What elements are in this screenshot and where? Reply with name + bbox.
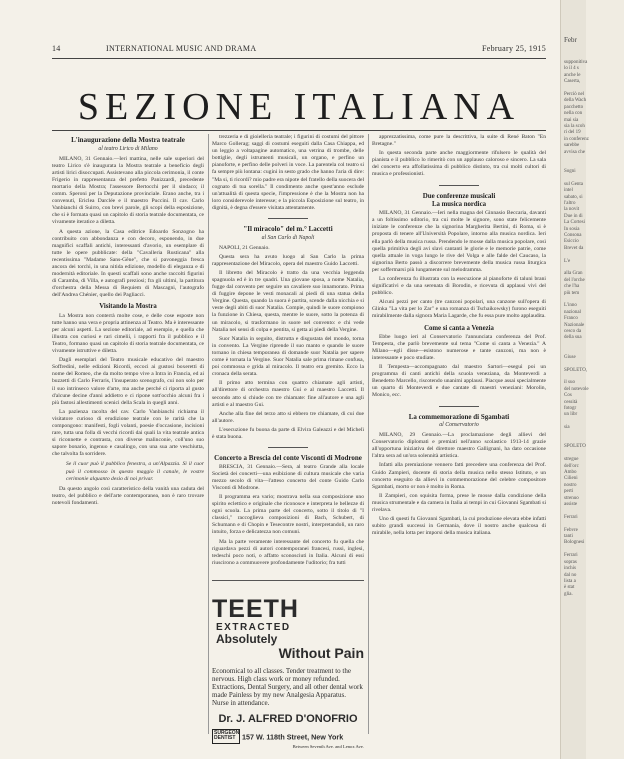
page-header xyxy=(52,44,546,58)
issue-date: February 25, 1915 xyxy=(482,44,546,53)
adjacent-page-line: Cos xyxy=(564,393,572,399)
adjacent-page-line: intel xyxy=(564,188,573,194)
article-subheading: al teatro Lirico di Milano xyxy=(98,145,158,152)
column-divider-2 xyxy=(368,134,369,734)
paragraph: La conferenza fu illustrata con la esecuzione al pianoforte di taluni brani significativi e da una serenata di Borodin, e ricevuta di applausi vivi del pubblico. xyxy=(372,276,546,297)
adjacent-page-line: sarebbe xyxy=(564,143,580,149)
adjacent-page-line: Franco xyxy=(564,316,578,322)
paragraph: Anche alla fine del terzo atto si ebbero tre chiamate, di cui due all'autore. xyxy=(212,410,364,424)
adjacent-page-line: un libr xyxy=(564,412,578,418)
adjacent-page-line: sopras xyxy=(564,559,577,565)
adjacent-page-line: Brevet da xyxy=(564,245,584,251)
section-heading: Come si canta a Venezia xyxy=(424,324,494,332)
adjacent-page-line: stregue xyxy=(564,457,579,463)
adjacent-page-line: Perciò nel xyxy=(564,92,585,98)
adjacent-page-line: fotogr xyxy=(564,405,577,411)
adjacent-page-line: tanti xyxy=(564,534,573,540)
column-1 xyxy=(52,134,204,734)
article-heading: Due conferenze musicali xyxy=(422,191,496,200)
adjacent-page-line: la novit xyxy=(564,207,580,213)
paragraph: MILANO, 29 Gennaio.—La proclamazione degli allievi del Conservatorio diplomati e premiati nell'anno scolastico 1913-14 grazie all'opportuna iniziativa del direttore maestro Gallignani, ha dato occasione l'altra sera ad un'ora solennità artistica. xyxy=(372,432,546,460)
ad-cross-streets: Between Seventh Ave. and Lenox Ave. xyxy=(292,743,364,749)
adjacent-page-line: cessità xyxy=(564,399,578,405)
section-title: SEZIONE ITALIANA xyxy=(77,86,521,128)
adjacent-page-line: del l'orche xyxy=(564,277,585,283)
paragraph: Infatti alla premiazione vennero fatti precedere una conferenza del Prof. Guido Zampieri, docente di storia della musica nello stesso Istituto, e un concerto eseguito da allievi in commemorazione del celebre compositore Sgambati, morto or non è molto in Roma. xyxy=(372,462,546,490)
ad-extracted: EXTRACTED xyxy=(216,622,291,633)
adjacent-page-line: Ferrari xyxy=(564,514,578,520)
paragraph: Il programma era vario; mostrava nella sua composizione uno spirito eclettico e originale che riconosce e interpreta le bellezze di ogni scuola. La prima parte del concerto, sotto il titolo di "I classici," raccoglieva composizioni di Bach, Schubert, di Schumann e di Chopin e Tesecontre nostri, interpretandoli, un raro intuito, forza e delicatezza non comuni. xyxy=(212,493,364,536)
ad-doctor-name: Dr. J. ALFRED D'ONOFRIO xyxy=(218,712,358,725)
adjacent-page-line: lista a xyxy=(564,578,576,584)
adjacent-page-line: inchis xyxy=(564,566,576,572)
ad-without-pain: Without Pain xyxy=(278,644,364,661)
ad-surgeon-label: SURGEON DENTIST xyxy=(212,729,240,744)
adjacent-page-line: della sua xyxy=(564,335,582,341)
adjacent-page-line: ri del 19 xyxy=(564,130,581,136)
paragraph: La pazienza racolta del cav. Carlo Vanbianchi richiama il visitatore curioso di erudizione teatrale con le rarità che la compongono: manifesti, fogli volanti, poesie d'occasione, incisioni rare, tutta una folla di vecchi ricordi dai quali la vita teatrale antica si riconnette e contrasta, con diverse malinconie, coll'uno suo sapore bonario, ingenuo e casalingo, con una sua arte veschiutta, che talvolta fa sorridere. xyxy=(52,408,204,458)
adjacent-page-line: SPOLETO xyxy=(564,444,586,450)
paragraph: La Mostra non conterrà molte cose, e delle cose esposte non tutte hanno una vera e propria attinenza al Teatro. Ma è interessante per alcuni aspetti. La sezione editoriale, ad esempio, e quella che illustra con curiosi e rari cimelii, i rapporti fra il pubblico e il Teatro, formano quasi un capitolo di storia teatrale documentata, ce vivamente istruttive e diletta. xyxy=(52,312,204,355)
ad-body: Economical to all classes. Tender treatment to the nervous. High class work or money refunded. Extractions, Dental Surgery, and all other dental work made Painless by my new Analgesia Apparatus. Nurse in attendance. xyxy=(212,666,363,707)
adjacent-page-line: SPOLETO, xyxy=(564,367,588,373)
adjacent-page-line: sabato, si xyxy=(564,194,583,200)
adjacent-page-line: il suo xyxy=(564,380,575,386)
ad-address-row xyxy=(212,729,364,744)
adjacent-page-line: glia. xyxy=(564,591,573,597)
divider xyxy=(268,447,308,448)
adjacent-page-line: Due in di xyxy=(564,213,583,219)
adjacent-page-line: anche le xyxy=(564,72,581,78)
paragraph: Uno di questi fu Giovanni Sgambati, la cui produzione elevata ebbe infatti subito grandi successi in Germania, dove il nostro anche qualcosa di mirabile, nella lotta per imporsi della musica italiana. xyxy=(372,516,546,537)
adjacent-page-line: sia la scoh xyxy=(564,124,585,130)
adjacent-page-line: nazional xyxy=(564,309,581,315)
adjacent-page-line: nostro xyxy=(564,482,577,488)
adjacent-page-line: è stat xyxy=(564,585,575,591)
adjacent-page-line: Febvre xyxy=(564,527,578,533)
article-heading: "Il miracolo" del m.° Laccetti xyxy=(243,225,333,234)
adjacent-page-line: Ambo xyxy=(564,470,577,475)
adjacent-page-edge xyxy=(560,0,589,759)
adjacent-page-line: avvisa che xyxy=(564,149,585,155)
adjacent-page-line: in conferenz xyxy=(564,136,589,142)
divider xyxy=(439,406,479,407)
paragraph: In questa seconda parte anche maggiormente rifulsero le qualità del pianista e il pubblico lo rimeritò con un applauso caloroso e sincero. La sala del concerto era affollatissima di pubblico distinto, tra cui molti cultori di musica e professionisti. xyxy=(372,150,546,178)
adjacent-page-line: Ferrari xyxy=(564,553,578,559)
paragraph: MILANO, 31 Gennaio.—Ieri nella magna del Ginnasio Beccaria, davanti a un foltissimo uditorio, tra cui molte le signore, sono state felicemente iniziate le conferenze che la signorina Margherita Bertini, di Roma, si è proposta di tenere all'Università Popolare, intorno alla musica nordica. Ieri ella parlò della musica russa. Prendendo le mosse dalla musica popolare, così quella primitiva degli avi slavi cantanti le glorie e le memorie patrie, come quella attuale in voga lungo le rive del Volga e alle falde del Caucaso, la signorina Berto passò a discorrere brevemente della musica russa liturgica per soffermarsi più lungamente sul melodramma. xyxy=(372,210,546,273)
adjacent-page-line: che l'ha xyxy=(564,284,580,290)
paragraph: L'esecuzione fu buona da parte di Elvira Galeazzi e del Michelì è stata buona. xyxy=(212,426,364,440)
article-heading: La commemorazione di Sgambati xyxy=(408,412,510,421)
adjacent-page-line: dal no xyxy=(564,572,577,578)
paragraph: Il primo atto termina con quattro chiamate agli artisti, all'direttore di orchestra maestro Gui e al maestro Laccetti. Il secondo atto si chiude con tre chiamate: fine all'autore e una agli artisti e al maestro Gui. xyxy=(212,380,364,408)
adjacent-page-line: Nazionale xyxy=(564,322,585,328)
header-rule xyxy=(52,58,546,59)
paragraph: Dagli esemplari del Teatro musicale educativo del maestro Soffredini, nelle edizioni Ricordi, eccoci ai gustosi boxeretti di nome del Romeo, che da molto tempo vive a Intra in Francia, ed ai buzzetti di Carlo Ferraris, l'insuperato scenografo, cui non solo per il suo intrinseco valore d'arte, ma anche perché ci riporta al gusto d'alcune decine d'anni addietro e ci ripone sott'occhio alcuni fra i più fastosi allestimenti scenici della Scala in quegli anni. xyxy=(52,357,204,406)
paragraph: Da questo angolo così caratteristico della vanità una caduta del teatro, del pubblico e dell'arte contemporanea, non è raro trovare notevoli fondamenti. xyxy=(52,485,204,506)
paragraph: Il Tempesta—accompagnato dal maestro Sartori—eseguì poi un programma di canti antichi della scuola veneziana, da Monteverdi a Benedetto Marcello, riscotendo unanimi applausi. Piacque assai specialmente un quarto di Monteverdi e due cantate di maestri veneziani: Morolin, Monico, ecc. xyxy=(372,364,546,399)
adjacent-page-line: del notevole xyxy=(564,386,589,392)
adjacent-page-line: Esiccio xyxy=(564,239,579,245)
adjacent-page-line: L'e xyxy=(564,258,571,264)
adjacent-page-line: Sogni xyxy=(564,168,576,174)
adjacent-page-line: sia xyxy=(564,425,570,431)
poem-excerpt: Se il cuor può il pubblico fenestra, a un'Alpazzia. Sì il cuor può il commosso in questo maggio il canale, le vostre cerimonie alquanto desio di noi privar. xyxy=(66,461,204,482)
article-heading: Concerto a Brescia del conte Visconti di Modrone xyxy=(214,454,362,463)
publication-name: INTERNATIONAL MUSIC AND DRAMA xyxy=(106,44,257,53)
section-heading: Visitando la Mostra xyxy=(99,303,157,311)
adjacent-page-line: In sosia xyxy=(564,226,580,232)
column-2 xyxy=(212,134,364,574)
column-3 xyxy=(372,134,546,734)
divider xyxy=(268,218,308,219)
adjacent-page-text xyxy=(564,60,624,598)
ad-headline-right xyxy=(216,623,291,647)
paragraph: Il libretto del Miracolo è tratto da una vecchia leggenda spagnuola ed è in tre quadri. Una giovane sposa, a nome Natalia, fugge dal convento per seguire un cavaliere suo innamorato. Prima di fuggire depone le vesti monacali ai piedi di una statua della Vergine. Questa, quando la suora è partita, scende dalla nicchia e si veste degli abiti di suor Natalia. Compie, quindi le suore compiono la funzione in Chiesa, questa, mentre le suore, sotto la potenza di un miracolo, si trasformano in suore nel convento: e chi vede Natalia nei sensi di colpa e pentita, si getta ai piedi della Vergine. xyxy=(212,269,364,333)
adjacent-page-line: cesco da xyxy=(564,329,582,335)
adjacent-page-line: La Cortesi xyxy=(564,220,585,226)
dentist-advertisement xyxy=(212,580,364,749)
paragraph: NAPOLI, 21 Gennaio. xyxy=(219,244,270,251)
article-heading: L'inaugurazione della Mostra teatrale xyxy=(71,136,185,144)
article-subheading: al San Carlo di Napoli xyxy=(261,234,315,241)
paragraph: BRESCIA, 31 Gennaio.—Sera, al teatro Grande alla locale Società dei concerti—una esibizione di cultura musicale che varia mezzo secolo di vita—l'atteso concerto del conte Guido Carlo Visconti di Modrone. xyxy=(212,463,364,491)
paragraph: apprezzatissima, come pure la descrittiva, la suite di René Baton "En Bretagne." xyxy=(372,134,546,148)
ad-absolutely: Absolutely xyxy=(216,631,278,646)
adjacent-page-line: perti xyxy=(564,489,574,495)
adjacent-page-line: nella con xyxy=(564,111,583,117)
article-subheading: al Conservatorio xyxy=(439,422,479,428)
adjacent-page-line: strenuo xyxy=(564,495,579,501)
adjacent-page-header: Febr xyxy=(564,36,577,44)
adjacent-page-line: alla Gran xyxy=(564,271,583,277)
adjacent-page-line: supponitiva xyxy=(564,60,588,65)
adjacent-page-line: L'inno xyxy=(564,303,577,309)
column-divider-1 xyxy=(208,134,209,734)
paragraph: Questa sera ha avuto luogo al San Carlo la prima rappresentazione del Miracolo, opera del maestro Guido Laccetti. xyxy=(212,253,364,267)
adjacent-page-line: Consona xyxy=(564,232,582,238)
adjacent-page-line: Caserta, xyxy=(564,79,581,85)
ad-address: 157 W. 118th Street, New York xyxy=(242,732,344,742)
adjacent-page-line: sul Genta xyxy=(564,181,584,187)
paragraph: Il Zampieri, con squisita forma, prese le mosse dalla condizione della musica strumentale e da camera in Italia ai tempi in cui Giovanni Sgambati si rivelava. xyxy=(372,492,546,514)
adjacent-page-line: Giuse xyxy=(564,354,576,360)
paragraph: Ma la parte veramente interessante del concerto fu quella che riguardava pezzi di autori contemporanei francesi, russi, inglesi, tedeschi poco noti, o affatto sconosciuti in Italia. Alcuni di essi riuscirono a commuovere profondamente l'uditorio; fra tutti xyxy=(212,538,364,566)
adjacent-page-line: mai sia xyxy=(564,117,579,123)
paragraph: MILANO, 31 Gennaio.—Ieri mattina, nelle sale superiori del teatro Lirico s'è inaugurata la Mostra teatrale a beneficio degli artisti lirici disoccupati. Assistevano alla piccola cerimonia, il conte Frigerio in rappresentanza del prefetto Panizzardi, precedente mortario della Mostra; l'assessore Bertocchi per il sindaco; il comm. Speroni per la Deputazione provinciale. Erano anche, tra i convenuti, Ericlea Darclée e il maestro Puccini. Il cav. Carlo Vanbianchi di Suirro, con brevi parole, gli scopi della esposizione, che si è formata quasi un capitolo di storia teatrale documentata, ce vivamente iteratice a diletta. xyxy=(52,155,204,226)
adjacent-page-line: della Wach xyxy=(564,98,587,104)
paragraph: trezzeria e di gioielleria teatrale; i figurini di costumi del pittore Marco Gollerag; saggi di costumi eseguiti dalla Casa Chiappa, ed un leggio a voltapagine automatico, una vetrina di trombe, delle bottiglie, degli istrumenti musicali, un organo, e perfino un pianoforte, e perfino delle polveri in voce. La parentela col teatro si fa sempre più lontana: cugini in sesto grado che hanno l'aria di dire: "Ma si, ti ricordi? mio padre era nipote del fratello della suocera del cognato di tua sorella." Il condimento anche quest'anno esclude un'attualità di questa specie, l'impressione è che la Mostra non ha loro considerevole interesse; e la piccola Esposizione sul teatro, in dignità, è degna d'essere visitata attentamente. xyxy=(212,134,364,211)
adjacent-page-line: l'altro xyxy=(564,200,576,206)
ad-teeth-headline: TEETH xyxy=(212,595,299,623)
adjacent-page-line: pacchetto xyxy=(564,104,584,110)
adjacent-page-line: Bolognesi xyxy=(564,540,585,546)
adjacent-page-line: lo il 4 s xyxy=(564,66,579,72)
paragraph: Suor Natalia in seguito, distrutta e disgustata del mondo, torna in convento. La Vergine riprende il suo manto e quando le suore tornano in chiesa temporanea di domande suor Natalia per sapere come è tornata la Vergine. Suor Natalia sale prima rimane confusa, poi commossa e grida al miracolo. Il teatro era gremito. Ecco la cronaca della serata. xyxy=(212,335,364,378)
paragraph: Ebbe luogo ieri al Conservatorio l'annunciata conferenza del Prof. Tempesta, che parlò brevemente sul tema "Come si canta a Venezia." A Milano—egli disse—esistono numerose e tante canzoni, ma non è interessante e poco studiate. xyxy=(372,333,546,361)
adjacent-page-line: Cilieni xyxy=(564,476,578,482)
paragraph: A questa azione, la Casa editrice Edoardo Sonzogno ha contribuito con abbondanza e con decoro, esponendo, in due magnifici scaffali antichi, interessanti d'avorio, un esemplare di tutte le opere pubblicate: della "Cavalleria Rusticana" alla recentissima "Madame Sans-Gêne", che si pavoneggia fresca ancora dei torchi, in una nitida edizione, modello di eleganza e di modernità editoriale. In questi scaffali sono anche raccolti figurini di Caramba, di Villa, e autografi preziosi; fra gli ultimi, la partitura d'orchestra della Messa di Requiem di Mascagni, l'autografo dell'Andrea Chénier, quello dei Pagliacci. xyxy=(52,228,204,299)
adjacent-page-line: più tem xyxy=(564,290,580,296)
adjacent-page-line: dell'orc xyxy=(564,463,579,469)
adjacent-page-line: assiste xyxy=(564,502,578,508)
page-number: 14 xyxy=(52,44,61,53)
article-subheading: La musica nordica xyxy=(431,201,486,209)
title-rule xyxy=(52,130,546,131)
divider xyxy=(439,185,479,186)
paragraph: Alcuni pezzi per canto (tre canzoni popolari, una canzone sull'opera di Glinka "La vita per lo Zar" e una romanza di Tschaikowsky) furono eseguiti mirabilmente dalla signora Maria Lagarde, che fu essa pure molto applaudita. xyxy=(372,299,546,320)
